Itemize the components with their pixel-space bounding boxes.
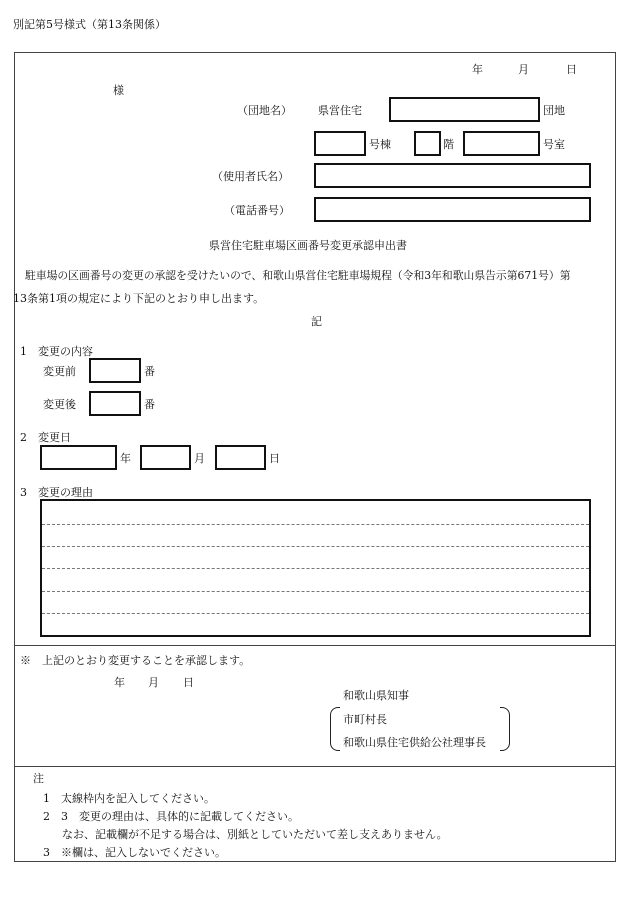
change-date-year-field[interactable] (40, 445, 117, 470)
change-date-month-field[interactable] (140, 445, 191, 470)
body-text-line1: 駐車場の区画番号の変更の承認を受けたいので、和歌山県営住宅駐車場規程（令和3年和歌山県告示第671号）第 (25, 269, 571, 282)
room-number-field[interactable] (463, 131, 540, 156)
change-date-year-suffix: 年 (120, 452, 131, 465)
note-3: 3 ※欄は、記入しないでください。 (43, 846, 226, 859)
complex-prefix: 県営住宅 (318, 104, 362, 117)
user-name-label: （使用者氏名） (212, 170, 289, 183)
note-2: 2 3 変更の理由は、具体的に記載してください。 (43, 810, 299, 823)
approval-divider (14, 645, 616, 646)
reason-ruled-line (42, 591, 589, 592)
signer-corporation: 和歌山県住宅供給公社理事長 (343, 736, 486, 749)
before-ban-suffix: 番 (144, 365, 155, 378)
phone-field[interactable] (314, 197, 591, 222)
addressee-suffix: 様 (113, 84, 124, 97)
signer-bracket-right (500, 707, 510, 751)
user-name-field[interactable] (314, 163, 591, 188)
after-label: 変更後 (43, 398, 76, 411)
change-date-day-suffix: 日 (269, 452, 280, 465)
approval-statement: ※ 上記のとおり変更することを承認します。 (20, 654, 251, 667)
reason-ruled-line (42, 613, 589, 614)
form-reference: 別記第5号様式（第13条関係） (13, 18, 166, 31)
body-text-line2: 13条第1項の規定により下記のとおり申し出ます。 (13, 292, 265, 305)
building-suffix: 号棟 (369, 138, 391, 151)
header-year-label: 年 (472, 63, 483, 76)
after-ban-suffix: 番 (144, 398, 155, 411)
room-suffix: 号室 (543, 138, 565, 151)
approval-year-label: 年 (114, 676, 125, 689)
header-month-label: 月 (518, 63, 529, 76)
document-title: 県営住宅駐車場区画番号変更承認申出書 (209, 239, 407, 252)
before-number-field[interactable] (89, 358, 141, 383)
change-date-heading: 2 変更日 (20, 431, 71, 444)
before-label: 変更前 (43, 365, 76, 378)
notes-divider (14, 766, 616, 767)
approval-month-label: 月 (148, 676, 159, 689)
complex-suffix: 団地 (543, 104, 565, 117)
approval-day-label: 日 (183, 676, 194, 689)
signer-mayor: 市町村長 (343, 713, 387, 726)
phone-label: （電話番号） (224, 204, 290, 217)
reason-textarea[interactable] (40, 499, 591, 637)
reason-ruled-line (42, 524, 589, 525)
reason-ruled-line (42, 546, 589, 547)
complex-name-label: （団地名） (237, 104, 292, 117)
building-number-field[interactable] (314, 131, 366, 156)
signer-bracket-left (330, 707, 340, 751)
after-number-field[interactable] (89, 391, 141, 416)
change-content-heading: 1 変更の内容 (20, 345, 93, 358)
floor-field[interactable] (414, 131, 441, 156)
note-1: 1 太線枠内を記入してください。 (43, 792, 215, 805)
complex-name-field[interactable] (389, 97, 540, 122)
change-date-month-suffix: 月 (194, 452, 205, 465)
reason-heading: 3 変更の理由 (20, 486, 93, 499)
floor-suffix: 階 (443, 138, 454, 151)
reason-ruled-line (42, 568, 589, 569)
ki-heading: 記 (311, 315, 322, 328)
change-date-day-field[interactable] (215, 445, 266, 470)
note-2-continued: なお、記載欄が不足する場合は、別紙としていただいて差し支えありません。 (62, 828, 448, 841)
header-day-label: 日 (566, 63, 577, 76)
signer-governor: 和歌山県知事 (343, 689, 409, 702)
notes-heading: 注 (33, 772, 44, 785)
